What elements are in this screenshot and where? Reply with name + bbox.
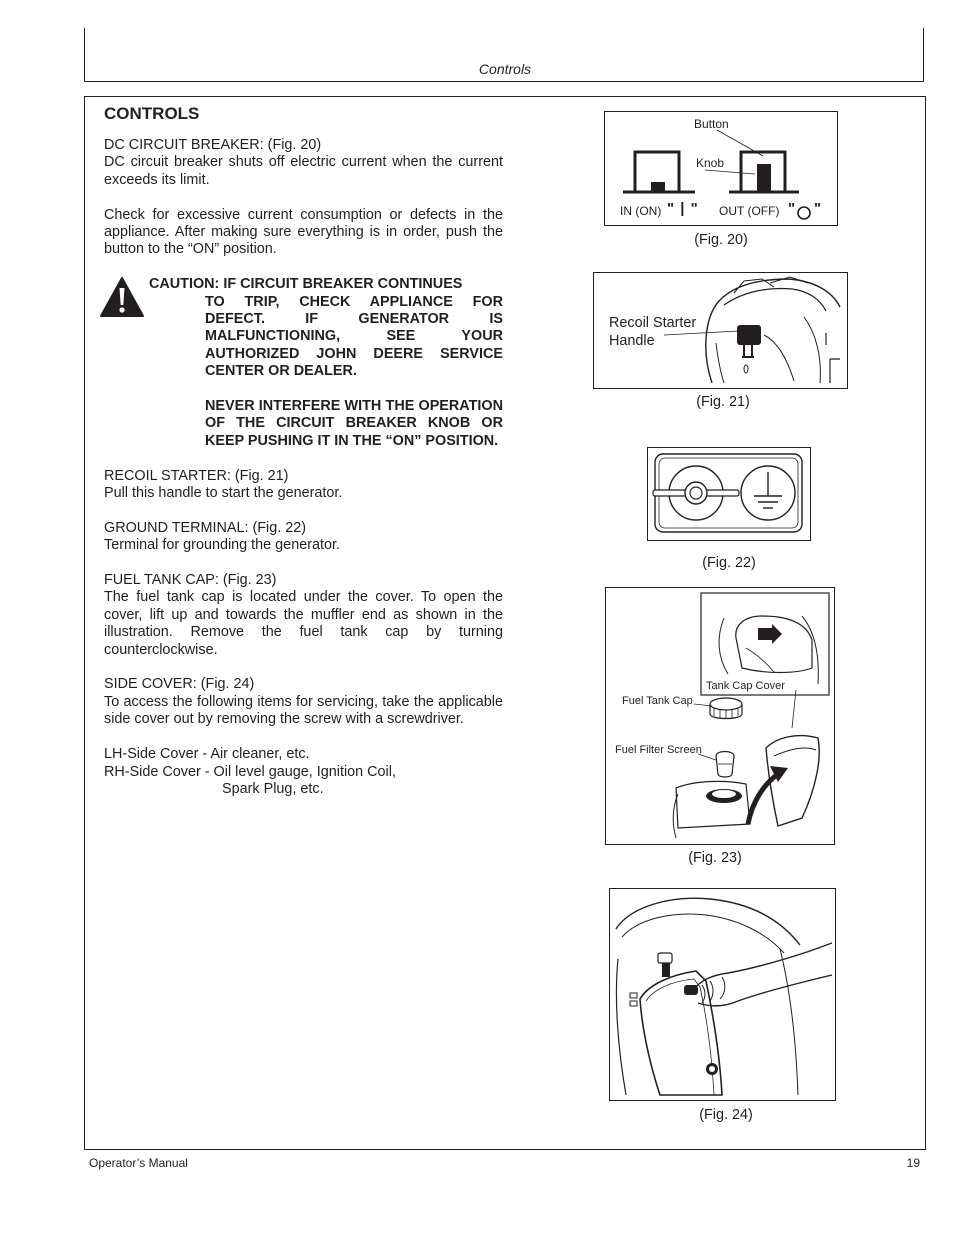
page-header-title: Controls	[478, 61, 532, 77]
caution-block	[104, 276, 503, 450]
caution-text-rest: TO TRIP, CHECK APPLIANCE FOR DEFECT. IF GENERATOR IS MALFUNCTIONING, SEE YOUR AUTHORIZED JOHN DEERE SERVICE CENTER OR DEALER.	[205, 293, 503, 380]
fig23-tank-cap-cover-label: Tank Cap Cover	[706, 680, 785, 692]
fig21-label-line2: Handle	[609, 333, 655, 349]
dc-breaker-body: DC circuit breaker shuts off electric current when the current exceeds its limit.	[104, 154, 503, 188]
fig24-caption: (Fig. 24)	[699, 1107, 753, 1123]
fig23-fuel-tank-cap-label: Fuel Tank Cap	[622, 695, 693, 707]
fig20-in-on-label: IN (ON)	[620, 204, 662, 218]
fig23-illustration	[606, 588, 833, 843]
controls-text-column	[104, 104, 503, 798]
rh-cover-line: RH-Side Cover - Oil level gauge, Ignition Coil,	[104, 763, 396, 780]
dc-breaker-title: DC CIRCUIT BREAKER: (Fig. 20)	[104, 137, 322, 153]
side-body: To access the following items for servicing, take the applicable side cover out by removing the screw with a screwdriver.	[104, 693, 503, 728]
fig22-illustration	[648, 448, 809, 539]
fig20-on-symbol: " | "	[667, 200, 699, 217]
off-circle-icon	[798, 207, 810, 219]
fig22-box	[647, 447, 811, 541]
recoil-body: Pull this handle to start the generator.	[104, 485, 343, 502]
fig20-caption: (Fig. 20)	[694, 232, 748, 248]
fuel-title: FUEL TANK CAP: (Fig. 23)	[104, 572, 277, 589]
fuel-body: The fuel tank cap is located under the cover. To open the cover, lift up and towards the muffler end as shown in the illustration. Remove the fuel tank cap by turning counterclockwise.	[104, 589, 503, 658]
caution-line-1: CAUTION: IF CIRCUIT BREAKER CONTINUES	[149, 276, 463, 293]
fig22-caption: (Fig. 22)	[702, 555, 756, 571]
fig20-off-quote-left: "	[788, 200, 796, 217]
fig20-off-quote-right: "	[814, 200, 822, 217]
section-heading: CONTROLS	[104, 104, 200, 123]
ground-body: Terminal for grounding the generator.	[104, 537, 340, 554]
fig23-fuel-filter-screen-label: Fuel Filter Screen	[615, 744, 702, 756]
fig23-box	[605, 587, 835, 845]
fig23-caption: (Fig. 23)	[688, 850, 742, 866]
fig24-illustration	[610, 889, 834, 1099]
lh-cover-line: LH-Side Cover - Air cleaner, etc.	[104, 746, 310, 763]
recoil-title: RECOIL STARTER: (Fig. 21)	[104, 467, 289, 484]
side-title: SIDE COVER: (Fig. 24)	[104, 676, 255, 693]
check-body: Check for excessive current consumption or defects in the appliance. After making sure everything is in order, push the button to the “ON” position.	[104, 206, 503, 258]
fig21-label-line1: Recoil Starter	[609, 315, 697, 331]
caution-never-text: NEVER INTERFERE WITH THE OPERATION OF THE CIRCUIT BREAKER KNOB OR KEEP PUSHING IT IN THE “ON” POSITION.	[205, 398, 503, 449]
fig20-knob-label: Knob	[696, 156, 725, 170]
fig21-box	[593, 272, 848, 389]
ground-symbol-icon	[754, 472, 782, 508]
fig20-box	[604, 111, 838, 226]
fig20-out-off-label: OUT (OFF)	[719, 204, 780, 218]
fig24-box	[609, 888, 836, 1101]
footer-page-number: 19	[906, 1156, 920, 1170]
caution-triangle-icon	[99, 276, 145, 318]
footer-manual-title: Operator’s Manual	[89, 1156, 188, 1170]
ground-title: GROUND TERMINAL: (Fig. 22)	[104, 519, 307, 536]
fig21-caption: (Fig. 21)	[696, 394, 750, 410]
fig20-button-label: Button	[694, 117, 729, 131]
rh-cover-line-2: Spark Plug, etc.	[222, 780, 324, 797]
